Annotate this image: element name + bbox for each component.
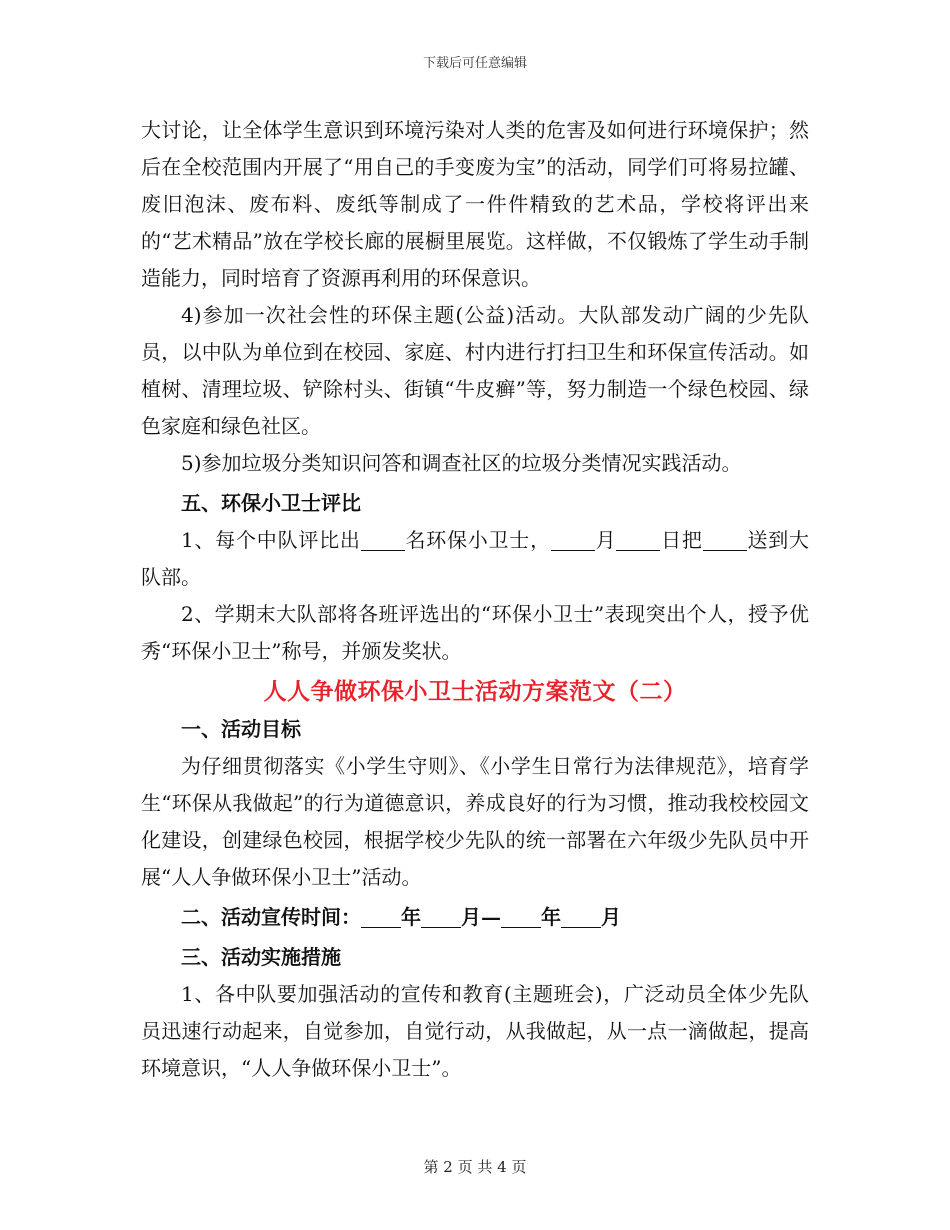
section-2-month2: 月 (601, 905, 621, 929)
section-1-heading: 一、活动目标 (181, 717, 301, 741)
evaluation-item-1-part-e: 送到大队部。 (141, 528, 810, 589)
evaluation-item-1-part-b: 名环保小卫士， (404, 528, 551, 552)
section-1-body: 为仔细贯彻落实《小学生守则》、《小学生日常行为法律规范》，培育学生“环保从我做起”的行为道德意识，养成良好的行为习惯，推动我校校园文化建设，创建绿色校园，根据学校少先队的统一部署在六年级少先队员中开展“人人争做环保小卫士”活动。 (141, 754, 809, 889)
fill-blank (561, 907, 601, 928)
document-title: 人人争做环保小卫士活动方案范文（二） (263, 678, 687, 705)
section-2-year1: 年 (401, 905, 421, 929)
activity-item-4: 4)参加一次社会性的环保主题(公益)活动。大队部发动广阔的少先队员，以中队为单位到在校园、家庭、村内进行打扫卫生和环保宣传活动。如植树、清理垃圾、铲除村头、街镇“牛皮癣”等，努力制造一个绿色校园、绿色家庭和绿色社区。 (141, 303, 809, 438)
fill-blank (616, 530, 660, 551)
evaluation-item-1-part-a: 1、每个中队评比出 (181, 528, 361, 552)
fill-blank (361, 907, 401, 928)
section-2-year2: 年 (541, 905, 561, 929)
activity-item-5: 5)参加垃圾分类知识问答和调查社区的垃圾分类情况实践活动。 (181, 451, 742, 475)
section-3-item-1: 1、各中队要加强活动的宣传和教育(主题班会)，广泛动员全体少先队员迅速行动起来，自觉参加，自觉行动，从我做起，从一点一滴做起，提高环境意识，“人人争做环保小卫士”。 (141, 982, 809, 1080)
section-5-heading: 五、环保小卫士评比 (181, 491, 361, 515)
paragraph-continued: 大讨论，让全体学生意识到环境污染对人类的危害及如何进行环境保护；然后在全校范围内开展了“用自己的手变废为宝”的活动，同学们可将易拉罐、废旧泡沫、废布料、废纸等制成了一件件精致的艺术品，学校将评出来的“艺术精品”放在学校长廊的展橱里展览。这样做，不仅锻炼了学生动手制造能力，同时培育了资源再利用的环保意识。 (141, 118, 809, 290)
evaluation-item-1-part-c: 月 (594, 528, 617, 552)
page-footer: 第 2 页 共 4 页 (423, 1158, 527, 1176)
evaluation-item-2: 2、学期末大队部将各班评选出的“环保小卫士”表现突出个人，授予优秀“环保小卫士”称号，并颁发奖状。 (141, 602, 809, 663)
fill-blank (501, 907, 541, 928)
section-2-month1: 月— (461, 905, 501, 929)
evaluation-item-1 (141, 522, 809, 596)
fill-blank (421, 907, 461, 928)
fill-blank (703, 530, 747, 551)
evaluation-item-1-part-d: 日把 (660, 528, 703, 552)
document-body (141, 112, 809, 1087)
section-3-heading: 三、活动实施措施 (181, 945, 341, 969)
section-2-heading (141, 899, 809, 936)
section-2-label: 二、活动宣传时间： (181, 905, 361, 929)
fill-blank (361, 530, 405, 551)
page-header: 下载后可任意编辑 (422, 56, 527, 71)
fill-blank (551, 530, 595, 551)
